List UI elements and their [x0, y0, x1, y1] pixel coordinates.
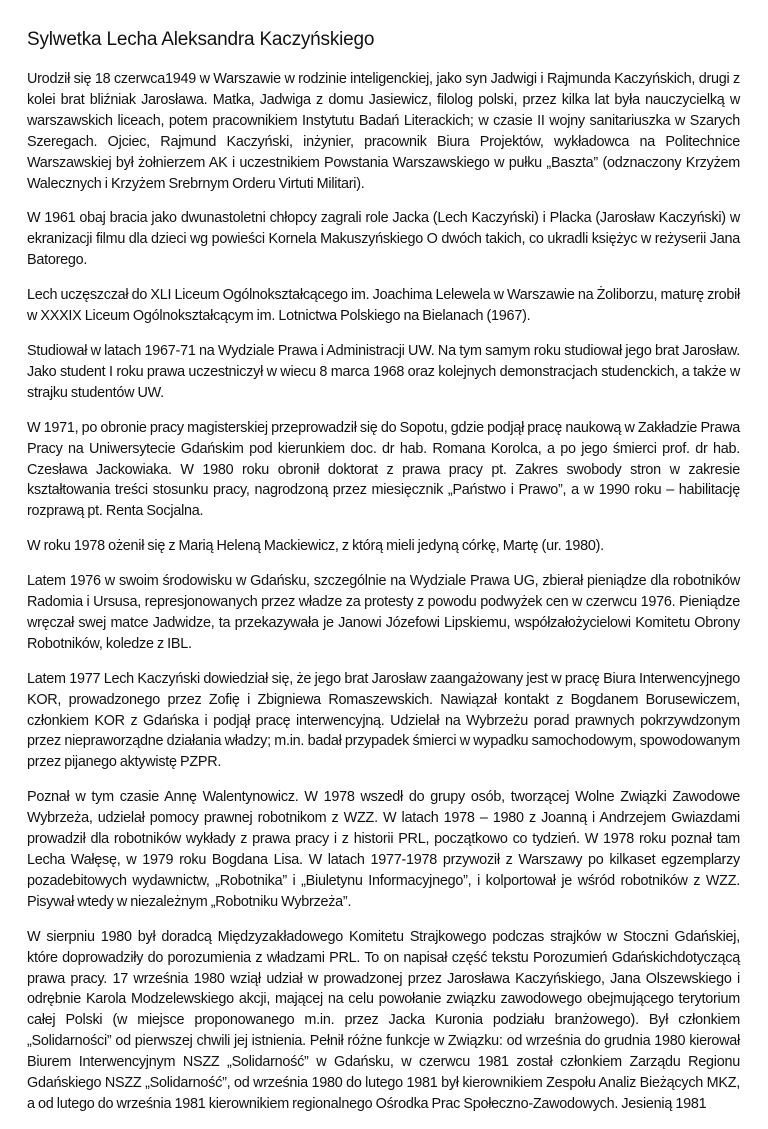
paragraph-solidarity: W sierpniu 1980 był doradcą Międzyzakładowego Komitetu Strajkowego podczas strajków w Stoczni Gdańskiej, które doprowadziły do porozumienia z władzami PRL. To on napisał część tekstu Porozumień Gdańskichdotyczącą prawa pracy. 17 września 1980 wziął udział w prowadzonej przez Jarosława Kaczyńskiego, Jana Olszewskiego i odrębnie Karola Modzelewskiego akcji, mającej na celu powołanie związku zawodowego obejmującego terytorium całej Polski (w miejsce proponowanego m.in. przez Jacka Kuronia podziału branżowego). Był członkiem „Solidarności” od pierwszej chwili jej istnienia. Pełnił różne funkcje w Związku: od września do grudnia 1980 kierował Biurem Interwencyjnym NSZZ „Solidarność” w Gdańsku, w czerwcu 1981 został członkiem Zarządu Regionu Gdańskiego NSZZ „Solidarność”, od września 1980 do lutego 1981 był kierownikiem Zespołu Analiz Bieżących MKZ, a od lutego do września 1981 kierownikiem regionalnego Ośrodka Prac Społeczno-Zawodowych. Jesienią 1981 — [27, 928, 740, 1112]
document-title: Sylwetka Lecha Aleksandra Kaczyńskiego — [27, 29, 375, 50]
paragraph-university: Studiował w latach 1967-71 na Wydziale Prawa i Administracji UW. Na tym samym roku studiował jego brat Jarosław. Jako student I roku prawa uczestniczył w wiecu 8 marca 1968 oraz kolejnych demonstracjach studenckich, a także w strajku studentów UW. — [27, 342, 740, 401]
document-page — [27, 28, 740, 1129]
paragraph-academic-career: W 1971, po obronie pracy magisterskiej przeprowadził się do Sopotu, gdzie podjął pracę naukową w Zakładzie Prawa Pracy na Uniwersytecie Gdańskim pod kierunkiem doc. dr hab. Romana Korolca, a po jego śmierci prof. dr hab. Czesława Jackowiaka. W 1980 roku obronił doktorat z prawa pracy pt. Zakres swobody stron w zakresie kształtowania treści stosunku pracy, nagrodzoną przez miesięcznik „Państwo i Prawo”, a w 1990 roku – habilitację rozprawą pt. Renta Socjalna. — [27, 419, 740, 520]
paragraph-high-school: Lech uczęszczał do XLI Liceum Ogólnokształcącego im. Joachima Lelewela w Warszawie na Żoliborzu, maturę zrobił w XXXIX Liceum Ogólnokształcącym im. Lotnictwa Polskiego na Bielanach (1967). — [27, 287, 740, 325]
paragraph-1977-kor: Latem 1977 Lech Kaczyński dowiedział się, że jego brat Jarosław zaangażowany jest w pracę Biura Interwencyjnego KOR, prowadzonego przez Zofię i Zbigniewa Romaszewskich. Nawiązał kontakt z Bogdanem Borusewiczem, członkiem KOR z Gdańska i podjął pracę interwencyjną. Udzielał na Wybrzeżu porad prawnych pokrzywdzonym przez niepraworządne działania władzy; m.in. badał przypadek śmierci w wypadku samochodowym, spowodowanym przez pijanego aktywistę PZPR. — [27, 670, 740, 771]
paragraph-film-role: W 1961 obaj bracia jako dwunastoletni chłopcy zagrali role Jacka (Lech Kaczyński) i Placka (Jarosław Kaczyński) w ekranizacji filmu dla dzieci wg powieści Kornela Makuszyńskiego O dwóch takich, co ukradli księżyc w reżyserii Jana Batorego. — [27, 210, 740, 269]
paragraph-birth-family: Urodził się 18 czerwca1949 w Warszawie w rodzinie inteligenckiej, jako syn Jadwigi i Rajmunda Kaczyńskich, drugi z kolei brat bliźniak Jarosława. Matka, Jadwiga z domu Jasiewicz, filolog polski, przez kilka lat była nauczycielką w warszawskich liceach, potem pracownikiem Instytutu Badań Literackich; w czasie II wojny sanitariuszka w Szarych Szeregach. Ojciec, Rajmund Kaczyński, inżynier, pracownik Biura Projektów, wykładowca na Politechnice Warszawskiej był żołnierzem AK i uczestnikiem Powstania Warszawskiego w pułku „Baszta” (odznaczony Krzyżem Walecznych i Krzyżem Srebrnym Orderu Virtuti Militari). — [27, 71, 740, 192]
paragraph-marriage: W roku 1978 ożenił się z Marią Heleną Mackiewicz, z którą mieli jedyną córkę, Martę (ur. 1980). — [27, 538, 604, 555]
paragraph-1976-support: Latem 1976 w swoim środowisku w Gdańsku, szczególnie na Wydziale Prawa UG, zbierał pieniądze dla robotników Radomia i Ursusa, represjonowanych przez władze za protesty z powodu podwyżek cen w czerwcu 1976. Pieniądze wręczał swej matce Jadwidze, ta przekazywała je Janowi Józefowi Lipskiemu, współzałożycielowi Komitetu Obrony Robotników, koledze z IBL. — [27, 573, 740, 652]
paragraph-wzz: Poznał w tym czasie Annę Walentynowicz. W 1978 wszedł do grupy osób, tworzącej Wolne Związki Zawodowe Wybrzeża, udzielał pomocy prawnej robotnikom z WZZ. W latach 1978 – 1980 z Joanną i Andrzejem Gwiazdami prowadził dla robotników wykłady z prawa pracy i z historii PRL, początkowo co tydzień. W 1978 roku poznał tam Lecha Wałęsę, w 1979 roku Bogdana Lisa. W latach 1977-1978 przywoził z Warszawy po kilkaset egzemplarzy pozadebitowych wydawnictw, „Robotnika” i „Biuletynu Informacyjnego”, i kolportował je wśród robotników z WZZ. Pisywał wtedy w niezależnym „Robotniku Wybrzeża”. — [27, 789, 740, 910]
